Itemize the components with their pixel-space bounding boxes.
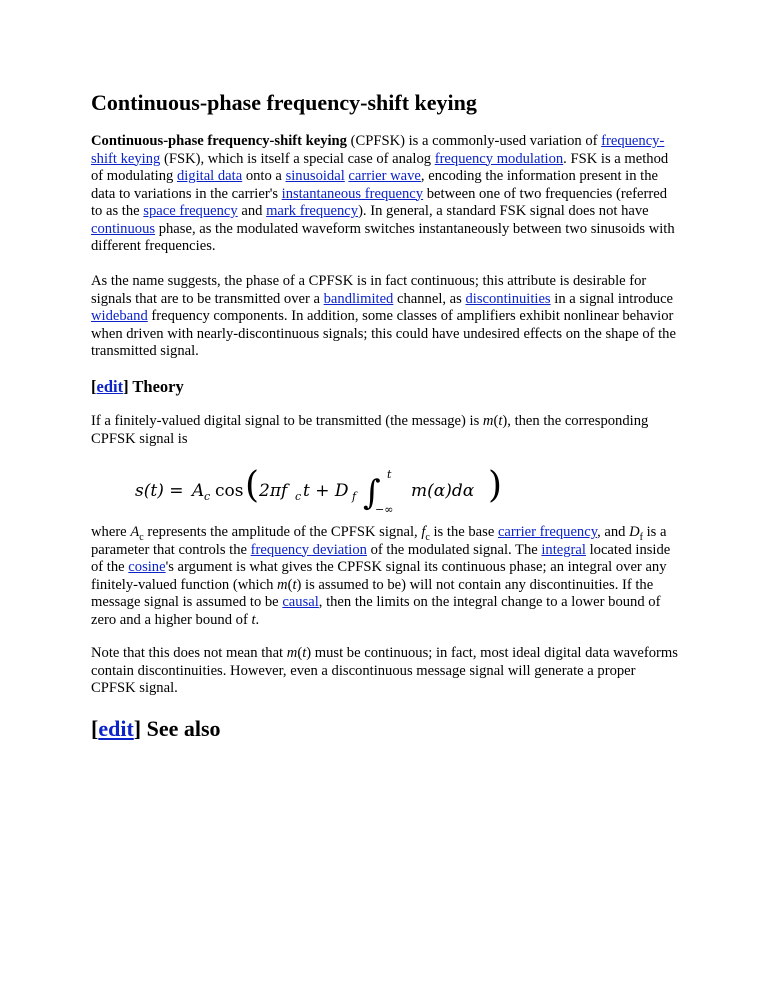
text: in a signal introduce — [550, 290, 674, 307]
text: If a finitely-valued digital signal to be transmitted (the message) is — [91, 413, 483, 429]
cpfsk-formula — [135, 467, 515, 515]
bold-term: Continuous-phase frequency-shift keying — [91, 133, 347, 149]
formula-D-sub: f — [352, 490, 357, 503]
text: is a parameter that controls the — [91, 524, 667, 558]
text: ) — [296, 576, 302, 593]
intro-paragraph — [91, 133, 679, 256]
section-label: Theory — [128, 377, 184, 396]
text: , and — [597, 524, 630, 540]
math-var: m — [482, 413, 494, 429]
edit-link-theory[interactable]: edit — [96, 377, 124, 396]
formula-cos: cos — [215, 481, 244, 501]
link-frequency-shift-keying[interactable]: frequency-shift keying — [91, 133, 665, 167]
math-var: f — [421, 524, 426, 540]
text: 's argument is what gives the CPFSK signal its continuous phase; an integral over any finitely-valued function (which — [91, 559, 667, 593]
page-title: Continuous-phase frequency-shift keying — [91, 90, 477, 115]
link-space-frequency[interactable]: space frequency — [143, 203, 238, 219]
link-sinusoidal[interactable]: sinusoidal — [285, 168, 345, 184]
text: . — [255, 611, 260, 628]
math-var: m — [286, 645, 298, 661]
integral-lower-limit: −∞ — [375, 503, 394, 515]
text: located inside of the — [91, 541, 671, 575]
formula-A: A — [192, 481, 205, 501]
math-sub: c — [425, 531, 430, 543]
text: and — [237, 203, 267, 219]
bracket: ] — [133, 716, 142, 741]
text: channel, as — [393, 290, 466, 307]
paragraph-message — [91, 413, 679, 448]
link-bandlimited[interactable]: bandlimited — [323, 290, 394, 307]
formula-f-sub: c — [295, 490, 302, 503]
formula-rparen: ) — [488, 467, 503, 506]
formula-A-sub: c — [204, 490, 211, 503]
text: . FSK is a method of modulating — [91, 150, 669, 184]
bracket: ] — [123, 377, 129, 396]
text: ( — [297, 645, 303, 661]
edit-link-see-also[interactable]: edit — [98, 716, 134, 741]
section-heading-theory — [91, 376, 184, 398]
text: ( — [493, 413, 499, 429]
text: ). In general, a standard FSK signal does not have — [358, 203, 649, 219]
formula-lhs: s(t) = — [135, 481, 184, 501]
link-carrier-frequency[interactable]: carrier frequency — [497, 524, 598, 540]
formula-integrand: m(α)dα — [411, 481, 475, 501]
link-frequency-modulation[interactable]: frequency modulation — [434, 150, 564, 167]
text: is the base — [429, 524, 498, 540]
text: between one of two frequencies (referred to as the — [91, 185, 668, 219]
integral-upper-limit: t — [387, 468, 392, 481]
link-continuous[interactable]: continuous — [91, 220, 156, 237]
text: As the name suggests, the phase of a CPFSK is in fact continuous; this attribute is desirable for signals that are to be transmitted over a — [91, 273, 647, 307]
link-carrier-wave[interactable]: carrier wave — [348, 168, 421, 184]
math-sub: c — [139, 531, 144, 543]
link-wideband[interactable]: wideband — [91, 308, 148, 324]
text: phase, as the modulated waveform switches instantaneously between two sinusoids with different frequencies. — [91, 220, 675, 254]
link-frequency-deviation[interactable]: frequency deviation — [250, 541, 367, 558]
link-cosine[interactable]: cosine — [128, 559, 166, 575]
math-var: D — [629, 524, 640, 540]
formula-2pi-f: 2πf — [259, 481, 288, 501]
paragraph-where — [91, 524, 681, 629]
text: , then the limits on the integral change to a lower bound of zero and a higher bound of — [91, 594, 661, 628]
paragraph-note — [91, 645, 679, 698]
text: ( — [287, 576, 293, 593]
bracket: [ — [91, 716, 99, 741]
bracket: [ — [91, 377, 97, 396]
text: frequency components. In addition, some classes of amplifiers exhibit nonlinear behavior when driven with nearly-discontinuous signals; this could have undesired effects on the shape of the transmitted signal. — [91, 308, 676, 359]
text: of the modulated signal. The — [366, 541, 542, 558]
link-digital-data[interactable]: digital data — [176, 168, 243, 184]
math-sub: f — [639, 531, 643, 543]
section-heading-see-also — [91, 714, 221, 744]
formula-t-plus-D: t + D — [303, 481, 349, 501]
text: (CPFSK) is a commonly-used variation of — [346, 133, 602, 149]
math-var: t — [302, 645, 307, 661]
text: , encoding the information present in the data to variations in the carrier's — [91, 168, 659, 202]
math-var: m — [277, 576, 288, 593]
integral-sign: ∫ — [363, 473, 381, 513]
link-instantaneous-frequency[interactable]: instantaneous frequency — [281, 185, 424, 202]
text: Note that this does not mean that — [91, 645, 287, 661]
link-mark-frequency[interactable]: mark frequency — [266, 203, 359, 219]
text: must be continuous; in fact, most ideal digital data waveforms contain discontinuities. However, even a discontinuous message signal will generate a proper CPFSK signal. — [91, 645, 678, 696]
text: ) — [502, 413, 508, 429]
math-var: t — [292, 576, 297, 593]
link-integral[interactable]: integral — [541, 541, 586, 558]
text: is assumed to be) will not contain any discontinuities. If the message signal is assumed to be — [91, 576, 654, 610]
math-var: t — [498, 413, 503, 429]
math-var: t — [251, 611, 256, 628]
section-label: See also — [141, 716, 221, 741]
link-discontinuities[interactable]: discontinuities — [465, 290, 551, 307]
link-causal[interactable]: causal — [282, 594, 319, 610]
text: , then the corresponding CPFSK signal is — [91, 413, 649, 447]
text: ) — [306, 645, 312, 661]
text: where — [91, 524, 131, 540]
text: onto a — [242, 168, 286, 184]
paragraph-phase — [91, 273, 679, 361]
text: (FSK), which is itself a special case of analog — [160, 150, 435, 167]
text: represents the amplitude of the CPFSK signal, — [143, 524, 422, 540]
math-var: A — [130, 524, 140, 540]
formula-lparen: ( — [245, 467, 260, 506]
